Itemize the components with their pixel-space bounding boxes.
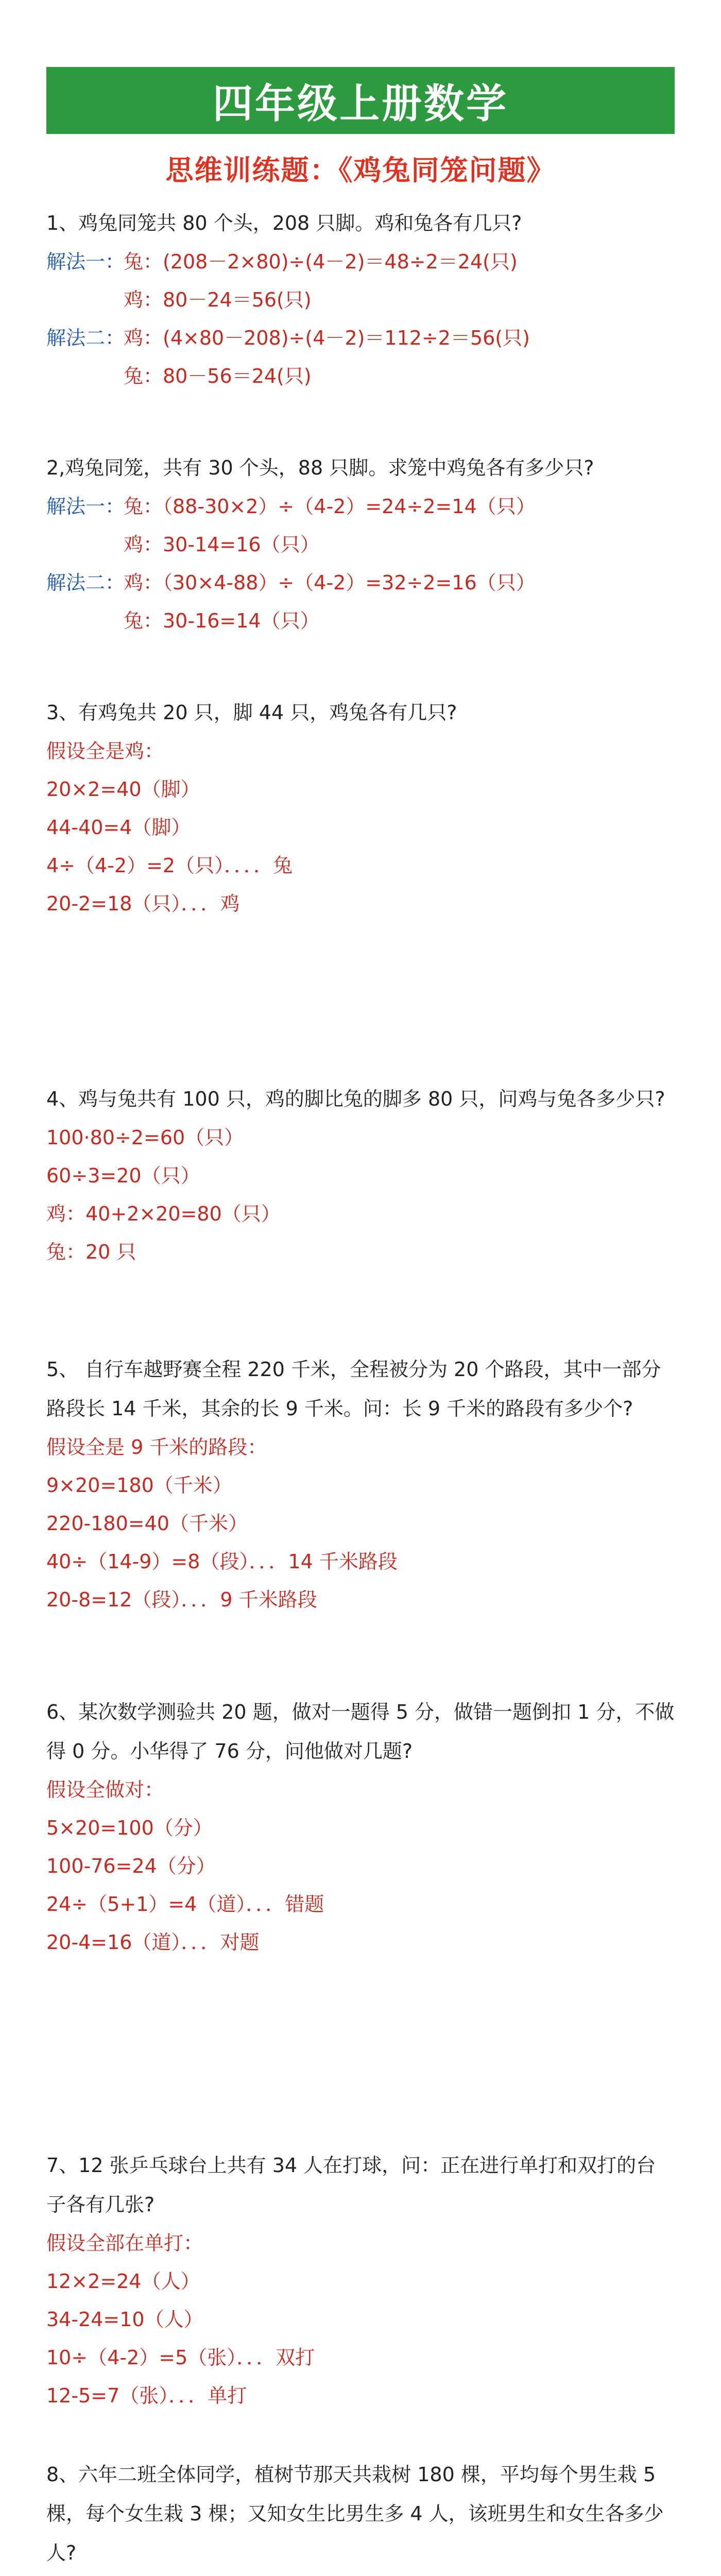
solution-line: 鸡：30-14=16（只） <box>124 533 320 556</box>
problem-question: 8、六年二班全体同学，植树节那天共栽树 180 棵，平均每个男生栽 5 棵，每个女生栽 3 棵；又知女生比男生多 4 人，该班男生和女生各多少人? <box>46 2463 664 2564</box>
solution-line: 假设全是鸡： <box>46 740 164 762</box>
solution-line: 12-5=7（张）．．．单打 <box>46 2384 247 2407</box>
solution-line: 220-180=40（千米） <box>46 1512 248 1535</box>
solution-line: 兔：30-16=14（只） <box>124 609 320 632</box>
solution-line: 鸡：40+2×20=80（只） <box>46 1202 281 1225</box>
solution-line: 假设全做对： <box>46 1778 164 1801</box>
solution-line: 20×2=40（脚） <box>46 778 200 801</box>
solution-line: 100·80÷2=60（只） <box>46 1126 244 1149</box>
solution-line: 40÷（14-9）=8（段）．．．14 千米路段 <box>46 1550 398 1573</box>
problem-1 <box>46 204 675 395</box>
solution-line: 兔：(208－2×80)÷(4－2)＝48÷2＝24(只) <box>124 250 518 273</box>
solution-line: 5×20=100（分） <box>46 1817 213 1839</box>
solution-line: 20-8=12（段）．．．9 千米路段 <box>46 1588 317 1611</box>
method-label: 解法一： <box>46 250 125 273</box>
solution-line: 44-40=4（脚） <box>46 816 191 839</box>
solution-line: 兔：20 只 <box>46 1241 136 1263</box>
solution-line: 10÷（4-2）=5（张）．．．双打 <box>46 2346 315 2369</box>
problem-question: 5、 自行车越野赛全程 220 千米，全程被分为 20 个路段，其中一部分路段长 14 千米，其余的长 9 千米。问：长 9 千米的路段有多少个? <box>46 1358 661 1420</box>
problem-question: 3、有鸡兔共 20 只，脚 44 只，鸡兔各有几只? <box>46 701 457 724</box>
solution-line: 鸡：(4×80－208)÷(4－2)＝112÷2＝56(只) <box>124 327 530 349</box>
problem-question: 7、12 张乒乓球台上共有 34 人在打球，问：正在进行单打和双打的台子各有几张? <box>46 2154 656 2216</box>
problem-3 <box>46 693 675 923</box>
method-label: 解法二： <box>46 327 125 349</box>
solution-line: 100-76=24（分） <box>46 1855 216 1877</box>
solution-line: 24÷（5+1）=4（道）．．．错题 <box>46 1893 324 1916</box>
problem-question: 2,鸡兔同笼，共有 30 个头，88 只脚。求笼中鸡兔各有多少只? <box>46 456 594 479</box>
method-label: 解法一： <box>46 495 125 518</box>
problem-question: 6、某次数学测验共 20 题，做对一题得 5 分，做错一题倒扣 1 分，不做得 0 分。小华得了 76 分，问他做对几题? <box>46 1701 675 1762</box>
solution-line: 兔：（88-30×2）÷（4-2）=24÷2=14（只） <box>124 495 536 518</box>
solution-line: 60÷3=20（只） <box>46 1164 200 1187</box>
solution-line: 鸡：80－24＝56(只) <box>124 289 312 311</box>
method-label: 解法二： <box>46 571 125 594</box>
solution-line: 兔：80－56＝24(只) <box>124 365 312 387</box>
problem-8 <box>46 2455 675 2576</box>
problem-question: 4、鸡与兔共有 100 只，鸡的脚比兔的脚多 80 只，问鸡与兔各多少只? <box>46 1088 665 1110</box>
solution-line: 9×20=180（千米） <box>46 1474 232 1497</box>
problem-7 <box>46 2146 675 2415</box>
solution-line: 34-24=10（人） <box>46 2308 203 2331</box>
problem-question: 1、鸡兔同笼共 80 个头，208 只脚。鸡和兔各有几只? <box>46 212 522 234</box>
solution-line: 20-4=16（道）．．．对题 <box>46 1931 260 1954</box>
solution-line: 鸡：（30×4-88）÷（4-2）=32÷2=16（只） <box>124 571 536 594</box>
page-title: 四年级上册数学 <box>46 67 675 134</box>
solution-line <box>46 2572 675 2576</box>
problem-4 <box>46 1079 675 1271</box>
solution-line: 4÷（4-2）=2（只）．．．．兔 <box>46 854 293 877</box>
solution-line: 12×2=24（人） <box>46 2270 200 2293</box>
problem-6 <box>46 1692 675 1961</box>
solution-line: 20-2=18（只）．．．鸡 <box>46 892 240 915</box>
problem-2 <box>46 448 675 640</box>
page-subtitle: 思维训练题：《鸡兔同笼问题》 <box>165 154 556 187</box>
solution-line: 假设全部在单打： <box>46 2232 203 2255</box>
solution-line: 假设全是 9 千米的路段： <box>46 1436 267 1459</box>
problem-5 <box>46 1350 675 1619</box>
